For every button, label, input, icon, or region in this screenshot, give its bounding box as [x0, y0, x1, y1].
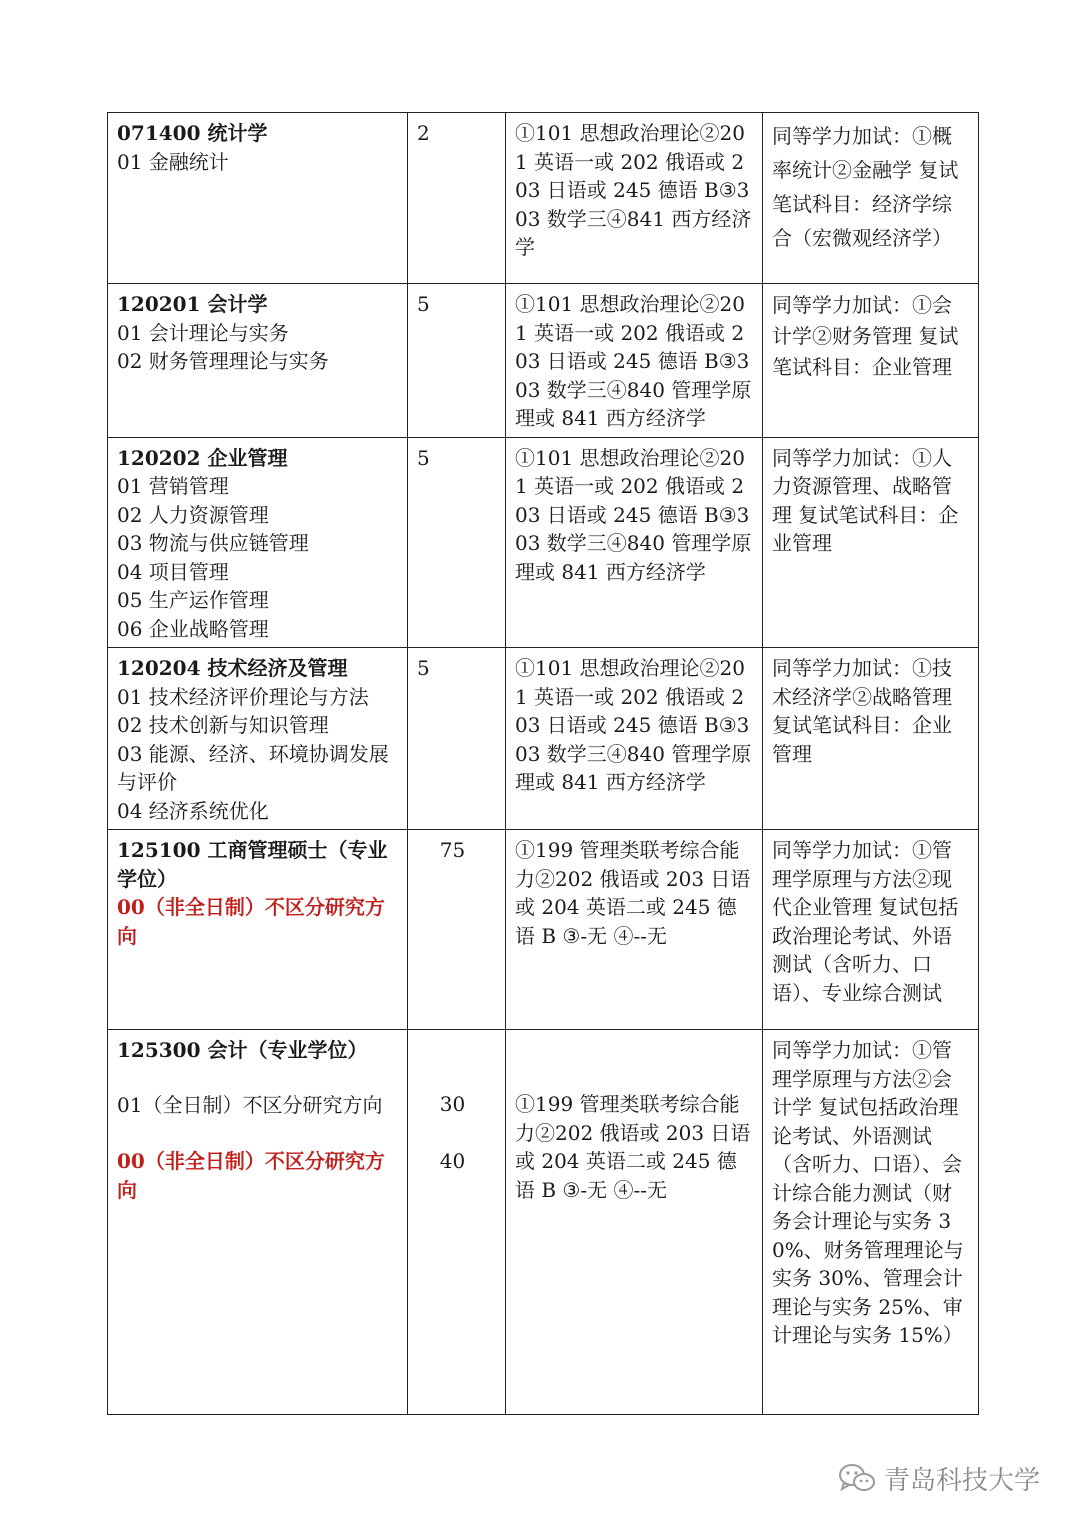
direction-item-part-time: 00（非全日制）不区分研究方向	[117, 895, 385, 948]
subjects-cell: ①101 思想政治理论②201 英语一或 202 俄语或 203 日语或 245 德语 B③303 数学三④840 管理学原理或 841 西方经济学	[506, 437, 763, 648]
admissions-table	[107, 112, 979, 1415]
notes-cell: 同等学力加试：①人力资源管理、战略管理 复试笔试科目：企业管理	[763, 437, 979, 648]
major-title: 071400 统计学	[117, 121, 268, 145]
table-row	[108, 437, 979, 648]
quota-full-time: 30	[439, 1092, 466, 1116]
major-cell	[108, 648, 408, 830]
table-row	[108, 284, 979, 438]
direction-item: 02 技术创新与知识管理	[117, 713, 329, 737]
subjects-cell: ①101 思想政治理论②201 英语一或 202 俄语或 203 日语或 245 德语 B③303 数学三④840 管理学原理或 841 西方经济学	[506, 284, 763, 438]
quota-cell: 5	[408, 648, 506, 830]
subjects-cell: ①101 思想政治理论②201 英语一或 202 俄语或 203 日语或 245 德语 B③303 数学三④840 管理学原理或 841 西方经济学	[506, 648, 763, 830]
direction-item: 03 物流与供应链管理	[117, 531, 309, 555]
direction-item: 03 能源、经济、环境协调发展与评价	[117, 741, 389, 794]
direction-item: 01 会计理论与实务	[117, 320, 289, 345]
quota-cell: 5	[408, 284, 506, 438]
subjects-text: ①199 管理类联考综合能力②202 俄语或 203 日语或 204 英语二或 245 德语 B ③-无 ④--无	[515, 1092, 751, 1202]
quota-cell: 75	[408, 830, 506, 1030]
notes-cell: 同等学力加试：①概率统计②金融学 复试笔试科目：经济学综合（宏微观经济学）	[763, 113, 979, 284]
table-row	[108, 1030, 979, 1415]
direction-item: 01（全日制）不区分研究方向	[117, 1092, 383, 1117]
major-cell	[108, 437, 408, 648]
subjects-cell: ①199 管理类联考综合能力②202 俄语或 203 日语或 204 英语二或 245 德语 B ③-无 ④--无	[506, 830, 763, 1030]
subjects-cell	[506, 1030, 763, 1415]
notes-cell: 同等学力加试：①技术经济学②战略管理 复试笔试科目：企业管理	[763, 648, 979, 830]
major-title: 125300 会计（专业学位）	[117, 1038, 368, 1062]
wechat-icon	[838, 1462, 876, 1494]
quota-cell: 5	[408, 437, 506, 648]
direction-item: 04 项目管理	[117, 559, 229, 584]
major-cell	[108, 113, 408, 284]
major-title: 120202 企业管理	[117, 445, 288, 470]
direction-item: 01 营销管理	[117, 474, 229, 498]
table-row	[108, 830, 979, 1030]
major-title: 120204 技术经济及管理	[117, 656, 348, 680]
direction-item-part-time: 00（非全日制）不区分研究方向	[117, 1149, 385, 1202]
quota-part-time: 40	[439, 1148, 466, 1173]
notes-cell: 同等学力加试：①管理学原理与方法②现代企业管理 复试包括政治理论考试、外语测试（含听力、口语）、专业综合测试	[763, 830, 979, 1030]
major-title: 125100 工商管理硕士（专业学位）	[117, 838, 388, 891]
quota-cell: 2	[408, 113, 506, 284]
watermark-text: 青岛科技大学	[884, 1465, 1041, 1496]
direction-item: 01 技术经济评价理论与方法	[117, 684, 369, 709]
notes-cell: 同等学力加试：①会计学②财务管理 复试笔试科目：企业管理	[763, 284, 979, 438]
direction-item: 02 财务管理理论与实务	[117, 349, 329, 373]
direction-item: 06 企业战略管理	[117, 616, 269, 641]
direction-item: 01 金融统计	[117, 149, 229, 174]
notes-cell: 同等学力加试：①管理学原理与方法②会计学 复试包括政治理论考试、外语测试（含听力、口语）、会计综合能力测试（财务会计理论与实务 30%、财务管理理论与实务 30%、管理会计理论与实务 25%、审计理论与实务 15%）	[763, 1030, 979, 1415]
major-cell	[108, 830, 408, 1030]
subjects-cell: ①101 思想政治理论②201 英语一或 202 俄语或 203 日语或 245 德语 B③303 数学三④841 西方经济学	[506, 113, 763, 284]
major-title: 120201 会计学	[117, 292, 268, 316]
quota-cell	[408, 1030, 506, 1415]
direction-item: 04 经济系统优化	[117, 798, 269, 823]
major-cell	[108, 284, 408, 438]
direction-item: 05 生产运作管理	[117, 588, 269, 612]
watermark	[838, 1458, 1040, 1498]
direction-item: 02 人力资源管理	[117, 502, 269, 527]
table-row	[108, 113, 979, 284]
major-cell	[108, 1030, 408, 1415]
table-row	[108, 648, 979, 830]
